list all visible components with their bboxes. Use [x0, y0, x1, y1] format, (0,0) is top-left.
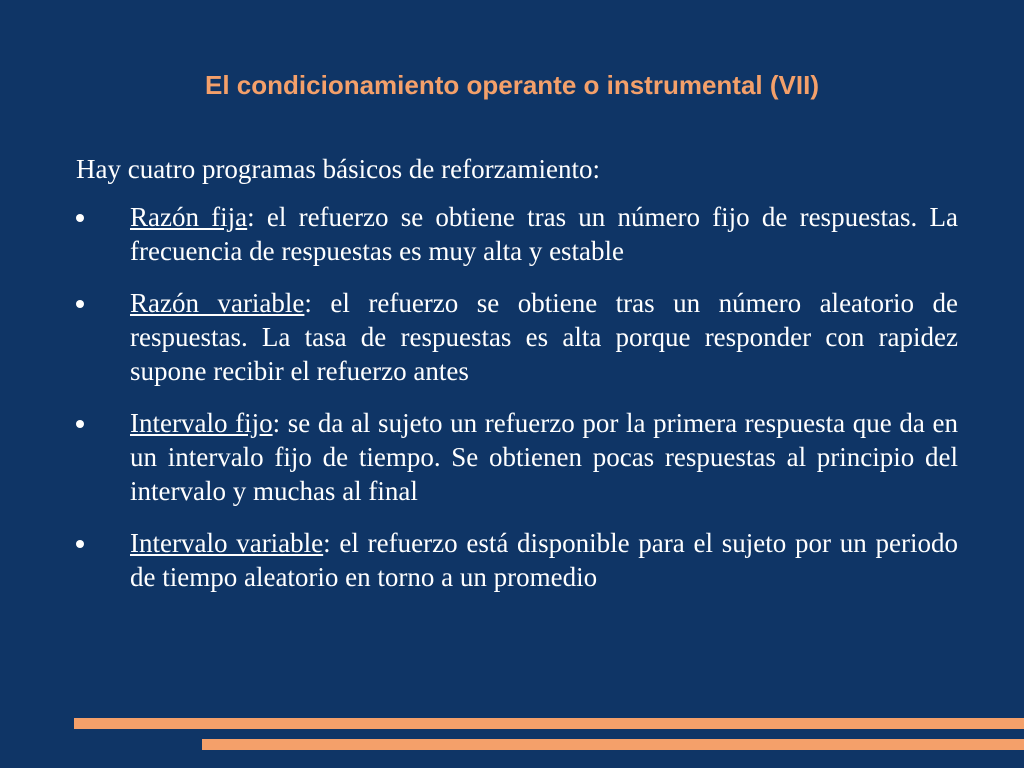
- term-label: Razón variable: [130, 288, 305, 318]
- slide-body: [76, 152, 958, 612]
- bullet-item-intervalo-fijo: [76, 406, 958, 508]
- bullet-item-razon-variable: [76, 286, 958, 388]
- term-label: Intervalo variable: [130, 528, 324, 558]
- bullet-dot-icon: [76, 300, 84, 308]
- bullet-item-razon-fija: [76, 200, 958, 268]
- bullet-item-intervalo-variable: [76, 526, 958, 594]
- decorative-bar-bottom: [202, 739, 1024, 750]
- term-description: : el refuerzo está disponible para el sujeto por un periodo de tiempo aleatorio en torno a un promedio: [130, 528, 958, 592]
- term-label: Intervalo fijo: [130, 408, 273, 438]
- slide-title: El condicionamiento operante o instrumental (VII): [205, 70, 819, 100]
- decorative-bar-top: [74, 718, 1024, 729]
- term-description: : el refuerzo se obtiene tras un número fijo de respuestas. La frecuencia de respuestas es muy alta y estable: [130, 202, 958, 266]
- term-description: : se da al sujeto un refuerzo por la primera respuesta que da en un intervalo fijo de tiempo. Se obtienen pocas respuestas al principio del intervalo y muchas al final: [130, 408, 958, 506]
- bullet-dot-icon: [76, 214, 84, 222]
- intro-text: Hay cuatro programas básicos de reforzamiento:: [76, 154, 601, 184]
- bullet-list: [76, 200, 958, 594]
- term-label: Razón fija: [130, 202, 248, 232]
- bullet-dot-icon: [76, 420, 84, 428]
- bullet-dot-icon: [76, 540, 84, 548]
- term-description: : el refuerzo se obtiene tras un número aleatorio de respuestas. La tasa de respuestas es alta porque responder con rapidez supone recibir el refuerzo antes: [130, 288, 958, 386]
